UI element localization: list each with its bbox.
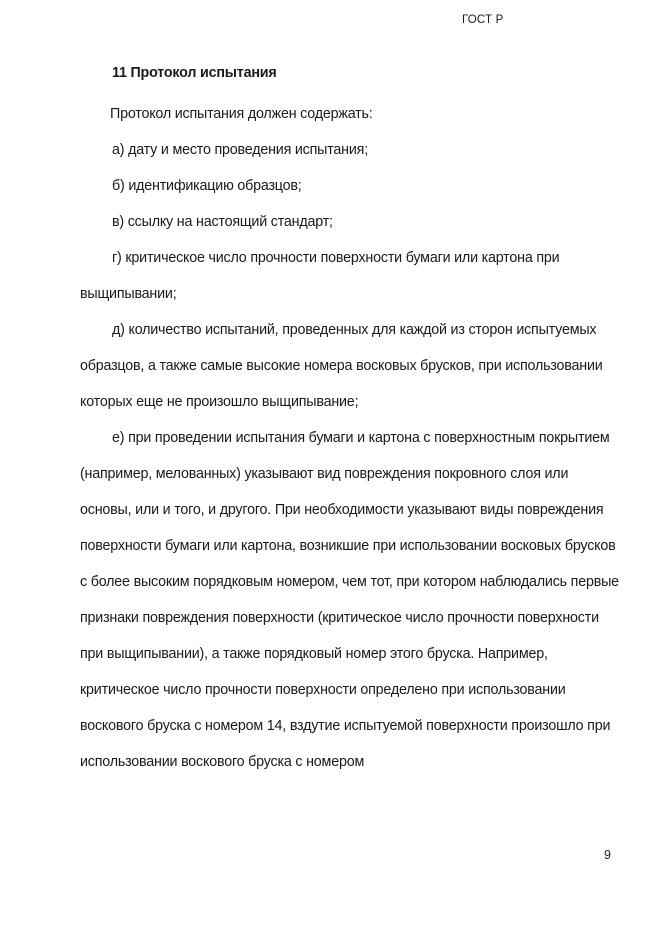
section-intro: Протокол испытания должен содержать:: [110, 106, 373, 122]
section-title: 11 Протокол испытания: [112, 65, 277, 81]
page-number: 9: [604, 848, 611, 862]
list-item-e: д) количество испытаний, проведенных для каждой из сторон испытуемых образцов, а также самые высокие номера восковых брусков, при использовании которых еще не произошло выщипывание;: [80, 322, 603, 410]
document-body: [80, 60, 620, 780]
document-header: ГОСТ Р: [462, 14, 504, 26]
list-item-d: г) критическое число прочности поверхности бумаги или картона при выщипывании;: [80, 250, 560, 302]
list-item-c: в) ссылку на настоящий стандарт;: [112, 214, 333, 230]
list-item-b: б) идентификацию образцов;: [112, 178, 302, 194]
list-item-f: е) при проведении испытания бумаги и картона с поверхностным покрытием (например, мелованных) указывают вид повреждения покровного слоя или основы, или и того, и другого. При необходимости указывают виды повреждения поверхности бумаги или картона, возникшие при использовании восковых брусков с более высоким порядковым номером, чем тот, при котором наблюдались первые признаки повреждения поверхности (критическое число прочности поверхности при выщипывании), а также порядковый номер этого бруска. Например, критическое число прочности поверхности определено при использовании воскового бруска с номером 14, вздутие испытуемой поверхности произошло при использовании воскового бруска с номером: [80, 430, 619, 770]
list-item-a: а) дату и место проведения испытания;: [112, 142, 368, 158]
